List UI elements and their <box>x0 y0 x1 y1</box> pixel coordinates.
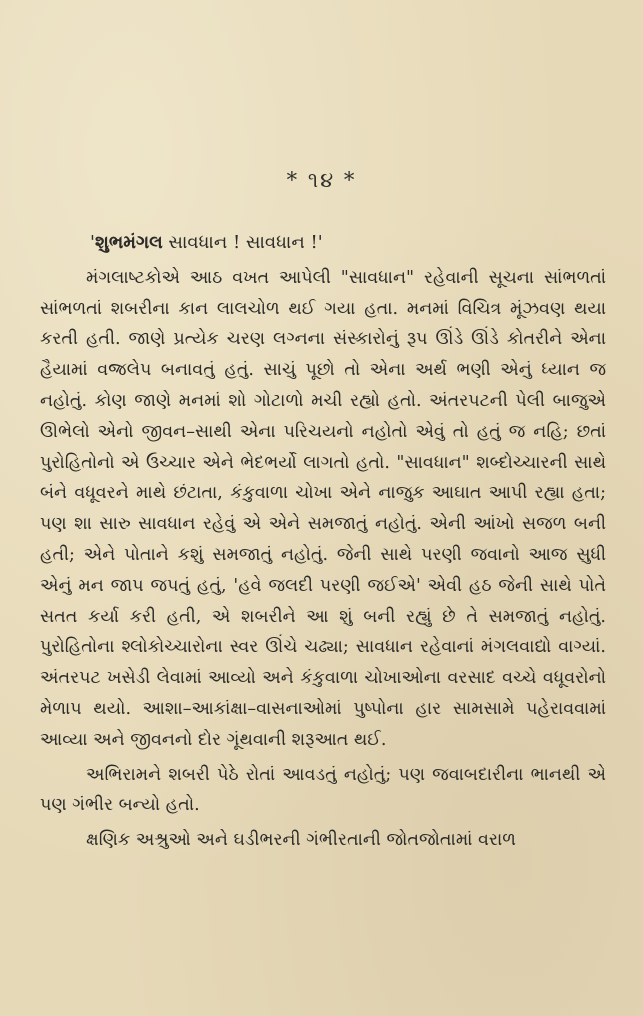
paragraph-3: ક્ષણિક અશ્રુઓ અને ઘડીભરની ગંભીરતાની જોતજોતામાં વરાળ <box>86 830 516 851</box>
paragraph-2: અભિરામને શબરી પેઠે રોતાં આવડતું નહોતું; પણ જવાબદારીના ભાનથી એ પણ ગંભીર બન્યો હતો. <box>40 764 606 816</box>
opening-quote-mark: ' <box>90 232 95 253</box>
opening-quote-rest: સાવધાન ! સાવધાન !' <box>162 232 323 253</box>
chapter-heading: * ૧૪ * <box>286 168 357 192</box>
paragraph-1: મંગલાષ્ટકોએ આઠ વખત આપેલી "સાવધાન" રહેવાની સૂચના સાંભળતાં સાંભળતાં શબરીના કાન લાલચોળ થઈ ગયા હતા. મનમાં વિચિત્ર મૂંઝવણ થયા કરતી હતી. જાણે પ્રત્યેક ચરણ લગ્નના સંસ્કારોનું રૂપ ઊંડે ઊંડે કોતરીને એના હૈયામાં વજ્રલેપ બનાવતું હતું. સાચું પૂછો તો એના અર્થ ભણી એનું ધ્યાન જ નહોતું. કોણ જાણે મનમાં શો ગોટાળો મચી રહ્યો હતો. અંતરપટની પેલી બાજુએ ઊભેલો એનો જીવન–સાથી એના પરિચયનો નહોતો એવું તો હતું જ નહિ; છતાં પુરોહિતોનો એ ઉચ્ચાર એને ભેદભર્યો લાગતો હતો. "સાવધાન" શબ્દોચ્ચારની સાથે બંને વધૂવરને માથે છંટાતા, કંકુવાળા ચોખા એને નાજુક આઘાત આપી રહ્યા હતા; પણ શા સારુ સાવધાન રહેવું એ એને સમજાતું નહોતું. એની આંખો સજળ બની હતી; એને પોતાને કશું સમજાતું નહોતું. જેની સાથે પરણી જવાનો આજ સુધી એનું મન જાપ જપતું હતું, 'હવે જલદી પરણી જઈએ' એવી હઠ જેની સાથે પોતે સતત કર્યા કરી હતી, એ શબરીને આ શું બની રહ્યું છે તે સમજાતું નહોતું. પુરોહિતોના શ્લોકોચ્ચારોના સ્વર ઊંચે ચઢ્યા; સાવધાન રહેવાનાં મંગલવાદ્યો વાગ્યાં. અંતરપટ ખસેડી લેવામાં આવ્યો અને કંકુવાળા ચોખાઓના વરસાદ વચ્ચે વધૂવરોનો મેળાપ થયો. આશા–આકાંક્ષા–વાસનાઓમાં પુષ્પોના હાર સામસામે પહેરાવવામાં આવ્યા અને જીવનનો દોર ગૂંથવાની શરૂઆત થઈ. <box>40 267 606 750</box>
opening-quote-bold: શુભમંગલ <box>94 232 163 253</box>
chapter-body <box>40 228 606 856</box>
opening-quote-line <box>90 228 606 259</box>
